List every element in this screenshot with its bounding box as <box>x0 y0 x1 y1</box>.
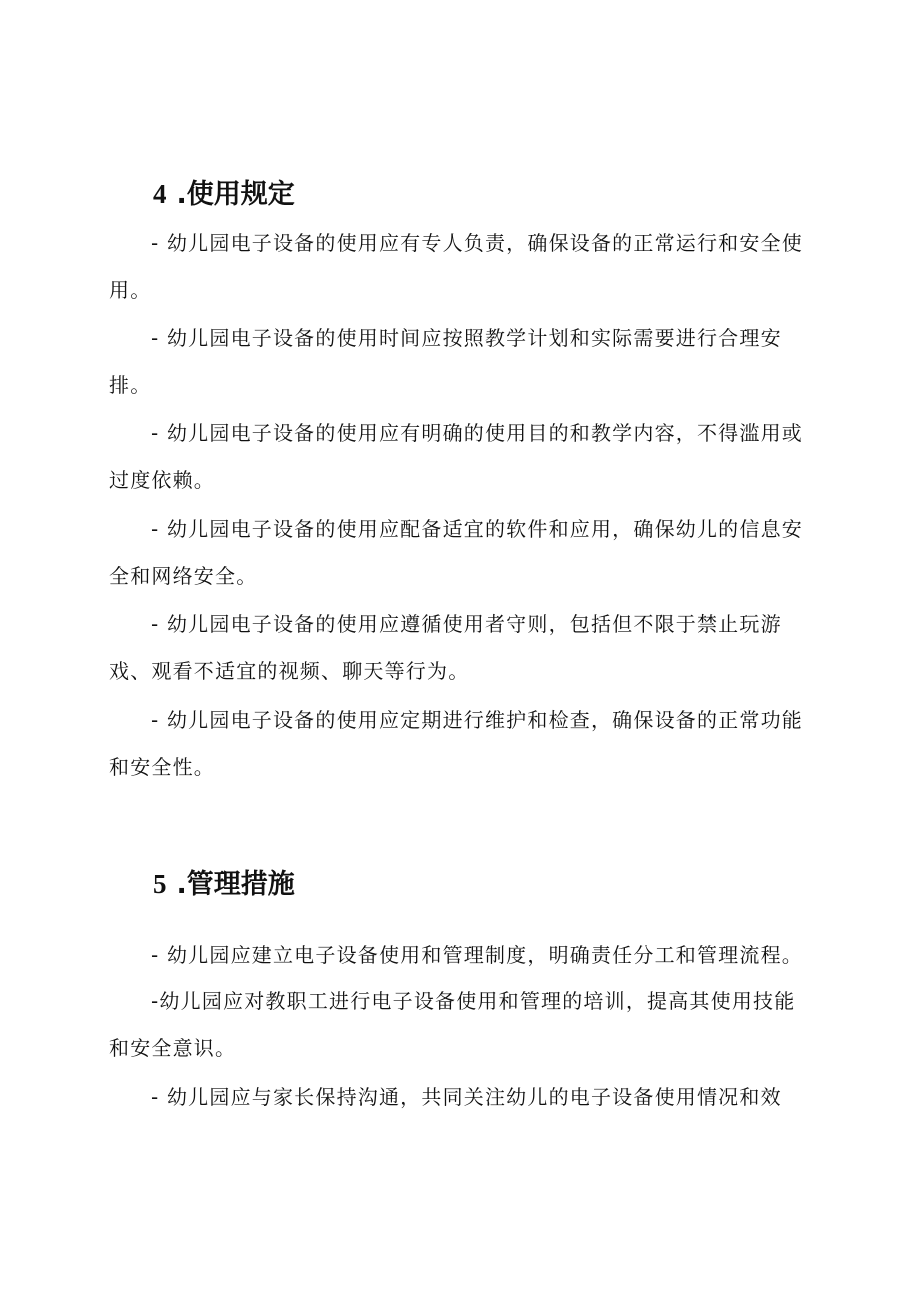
paragraph: - 幼儿园应与家长保持沟通，共同关注幼儿的电子设备使用情况和效 <box>151 1085 782 1109</box>
section-title: .管理措施 <box>176 869 295 900</box>
paragraph: - 幼儿园电子设备的使用应配备适宜的软件和应用，确保幼儿的信息安全和网络安全。 <box>109 517 803 588</box>
section-heading-4 <box>153 172 295 211</box>
section-heading-5 <box>153 862 295 901</box>
paragraph: - 幼儿园电子设备的使用应定期进行维护和检查，确保设备的正常功能和安全性。 <box>109 708 803 779</box>
paragraph: - 幼儿园电子设备的使用应有专人负责，确保设备的正常运行和安全使用。 <box>109 231 803 302</box>
section-title: .使用规定 <box>176 179 295 210</box>
section-number: 5 <box>153 869 167 899</box>
paragraph: -幼儿园应对教职工进行电子设备使用和管理的培训，提高其使用技能和安全意识。 <box>109 989 796 1060</box>
paragraph: - 幼儿园电子设备的使用应遵循使用者守则，包括但不限于禁止玩游戏、观看不适宜的视频、聊天等行为。 <box>109 612 782 683</box>
section-number: 4 <box>153 179 167 209</box>
paragraph: - 幼儿园电子设备的使用应有明确的使用目的和教学内容，不得滥用或过度依赖。 <box>109 421 803 492</box>
paragraph: - 幼儿园应建立电子设备使用和管理制度，明确责任分工和管理流程。 <box>151 943 803 967</box>
paragraph: - 幼儿园电子设备的使用时间应按照教学计划和实际需要进行合理安排。 <box>109 326 782 397</box>
